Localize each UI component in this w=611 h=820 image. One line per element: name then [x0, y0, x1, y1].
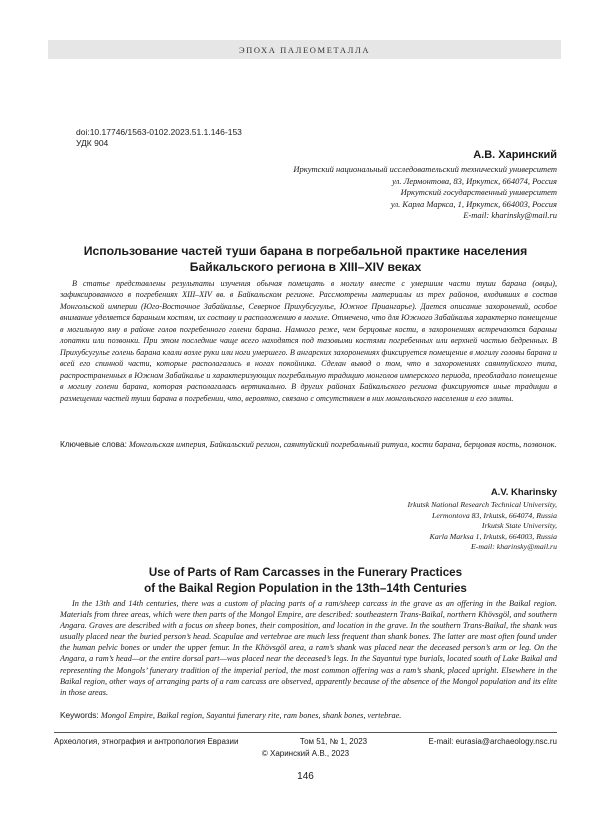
author-name-en: A.V. Kharinsky [490, 487, 557, 498]
affiliation-en-line: Irkutsk State University, [481, 521, 557, 531]
keywords-text-ru: Монгольская империя, Байкальский регион, саянтуйский погребальный ритуал, кости барана, берцовая кость, позвонок. [128, 440, 557, 449]
affiliation-ru-line: ул. Лермонтова, 83, Иркутск, 664074, Россия [392, 175, 557, 186]
keywords-label-ru: Ключевые слова: [60, 439, 127, 449]
email-link-ru[interactable]: E-mail: kharinsky@mail.ru [463, 210, 557, 221]
article-title-en [60, 565, 551, 596]
keywords-ru [60, 439, 557, 451]
keywords-text-en: Mongol Empire, Baikal region, Sayantui funerary rite, ram bones, shank bones, vertebrae. [100, 711, 402, 720]
journal-email-link[interactable]: E-mail: eurasia@archaeology.nsc.ru [428, 737, 557, 746]
doi-link[interactable]: doi:10.17746/1563-0102.2023.51.1.146-153 [76, 127, 242, 137]
keywords-en [60, 710, 557, 721]
email-link-en[interactable]: E-mail: kharinsky@mail.ru [471, 542, 557, 552]
udc-code: УДК 904 [76, 138, 109, 148]
affiliation-en-line: Lermontova 83, Irkutsk, 664074, Russia [432, 510, 557, 520]
affiliation-ru-line: ул. Карла Маркса, 1, Иркутск, 664003, Россия [390, 198, 557, 209]
page-number: 146 [297, 771, 314, 782]
author-name-ru: А.В. Харинский [473, 149, 557, 161]
article-title-ru: Использование частей туши барана в погребальной практике населения Байкальского региона в XIII–XIV веках [83, 244, 528, 274]
journal-volume: Том 51, № 1, 2023 [299, 737, 368, 746]
abstract-en: In the 13th and 14th centuries, there was a custom of placing parts of a ram/sheep carcass in the grave as an offering in the Baikal region. Materials from three areas, which were then parts of the Mongol Empire, are described: southeastern Trans-Baikal, northern Khövsgöl, and southern Angara. Graves are described with a focus on sheep bones, their composition, and location in the grave. In the southern Trans-Baikal, the shank was usually placed near the buried person’s head. Scapulae and vertebrae are much less frequent than shank bones. The latter are most often found under the human pelvic bones or under the upper femur. In the Khövsgöl area, a ram’s shank was placed near the deceased person’s arm or leg. On the Angara, a ram’s head—or the entire dorsal part—was placed near the deceased’s legs. In the Sayantui type burials, located south of Lake Baikal and representing the Mongols’ funerary tradition of the imperial period, the most common offering was a ram’s shank, placed upright. Elsewhere in the Baikal region, other ways of arranging parts of a ram carcass are observed, apparently because of the absence of the Mongol population and its elite in those areas. [60, 599, 557, 697]
affiliation-en-line: Irkutsk National Research Technical University, [407, 500, 557, 509]
affiliation-ru [227, 164, 557, 222]
footer-journal-line [54, 737, 557, 746]
affiliation-ru-line: Иркутский государственный университет [400, 187, 557, 198]
affiliation-en-line: Karla Marksa 1, Irkutsk, 664003, Russia [429, 531, 557, 541]
journal-name: Археология, этнография и антропология Евразии [54, 737, 239, 746]
article-meta [76, 127, 242, 149]
affiliation-en [227, 500, 557, 553]
title-en-line: of the Baikal Region Population in the 13th–14th Centuries [144, 581, 467, 595]
title-en-line: Use of Parts of Ram Carcasses in the Funerary Practices [148, 566, 463, 579]
copyright-notice: © Харинский А.В., 2023 [261, 749, 350, 758]
abstract-ru: В статье представлены результаты изучения обычая помещать в могилу вместе с умершим части туши барана (овцы), зафиксированного в погребениях XIII–XIV вв. в Байкальском регионе. Рассмотрены материалы из трех районов, входивших в состав Монгольской империи (Юго-Восточное Забайкалье, Северное Прихубсугулье, Южное Приангарье). Дается описание захоронений, особое внимание уделяется бараньим костям, их составу и расположению в могиле. Отмечено, что для Южного Забайкалья характерно помещение в могильную яму в районе голов погребенного голени барана. Намного реже, чем берцовые кости, в захоронениях встречаются бараньи лопатки или позвонки. При этом последние чаще всего находятся под тазовыми костями погребенных или верхней частью бедренных. В Прихубсугулье голень барана клали возле руки или ноги умершего. В ангарских захоронениях фиксируется помещение в могилу головы барана и всей его спинной части, которые располагались в ногах покойника. Сделан вывод о том, что в захоронениях саянтуйского типа, распространенных в Южном Забайкалье и характеризующих погребальную традицию монголов имперского периода, преобладало помещение в могилу голени барана, которая располагалась вертикально. В других районах Байкальского региона фиксируются иные традиции в размещении частей туши барана в погребении, что, вероятно, связано с отсутствием в них монгольского населения и его элиты. [60, 279, 557, 403]
section-header-band [48, 40, 561, 59]
footer-divider [54, 732, 557, 733]
keywords-label-en: Keywords: [60, 710, 99, 720]
section-label: ЭПОХА ПАЛЕОМЕТАЛЛА [238, 44, 371, 55]
affiliation-ru-line: Иркутский национальный исследовательский технический университет [293, 164, 557, 174]
